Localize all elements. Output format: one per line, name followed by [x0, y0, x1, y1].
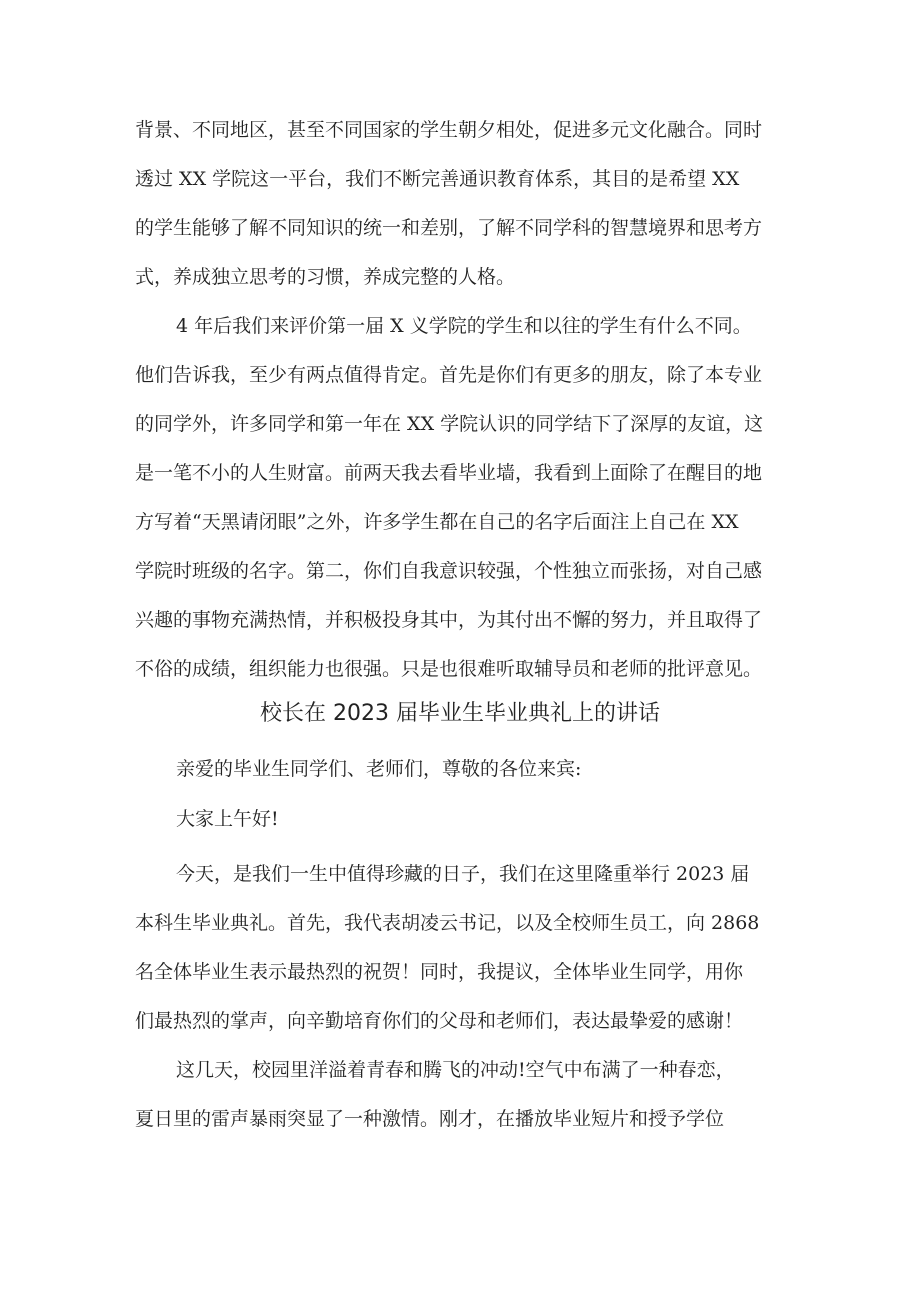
text-line: 本科生毕业典礼。首先，我代表胡凌云书记，以及全校师生员工，向 2868 — [135, 912, 760, 934]
text-line: 兴趣的事物充满热情，并积极投身其中，为其付出不懈的努力，并且取得了 — [135, 609, 763, 631]
text-line: 的学生能够了解不同知识的统一和差别，了解不同学科的智慧境界和思考方 — [135, 217, 763, 239]
text-line: 背景、不同地区，甚至不同国家的学生朝夕相处，促进多元文化融合。同时 — [135, 119, 763, 141]
text-line: 式，养成独立思考的习惯，养成完整的人格。 — [135, 266, 516, 288]
speech-greeting: 大家上午好! — [176, 808, 279, 830]
text-line: 今天，是我们一生中值得珍藏的日子，我们在这里隆重举行 2023 届 — [176, 863, 750, 885]
text-line: 们最热烈的掌声，向辛勤培育你们的父母和老师们，表达最挚爱的感谢！ — [135, 1010, 744, 1032]
text-line: 的同学外，许多同学和第一年在 XX 学院认识的同学结下了深厚的友谊，这 — [135, 413, 764, 435]
text-line: 夏日里的雷声暴雨突显了一种激情。刚才，在播放毕业短片和授予学位 — [135, 1108, 725, 1130]
speech-title: 校长在 2023 届毕业生毕业典礼上的讲话 — [260, 701, 660, 726]
text-line: 是一笔不小的人生财富。前两天我去看毕业墙，我看到上面除了在醒目的地 — [135, 462, 763, 484]
text-line: 名全体毕业生表示最热烈的祝贺！同时，我提议，全体毕业生同学，用你 — [135, 961, 744, 983]
text-line: 学院时班级的名字。第二，你们自我意识较强，个性独立而张扬，对自己感 — [135, 560, 763, 582]
speech-salutation: 亲爱的毕业生同学们、老师们，尊敬的各位来宾: — [176, 758, 582, 780]
text-line: 这几天，校园里洋溢着青春和腾飞的冲动!空气中布满了一种春恋， — [176, 1059, 735, 1081]
text-line: 方写着“天黑请闭眼”之外，许多学生都在自己的名字后面注上自己在 XX — [135, 511, 739, 533]
text-line: 透过 XX 学院这一平台，我们不断完善通识教育体系，其目的是希望 XX — [135, 168, 740, 190]
text-line: 4 年后我们来评价第一届 X 义学院的学生和以往的学生有什么不同。 — [176, 315, 752, 337]
text-line: 不俗的成绩，组织能力也很强。只是也很难听取辅导员和老师的批评意见。 — [135, 658, 763, 680]
text-line: 他们告诉我，至少有两点值得肯定。首先是你们有更多的朋友，除了本专业 — [135, 364, 763, 386]
